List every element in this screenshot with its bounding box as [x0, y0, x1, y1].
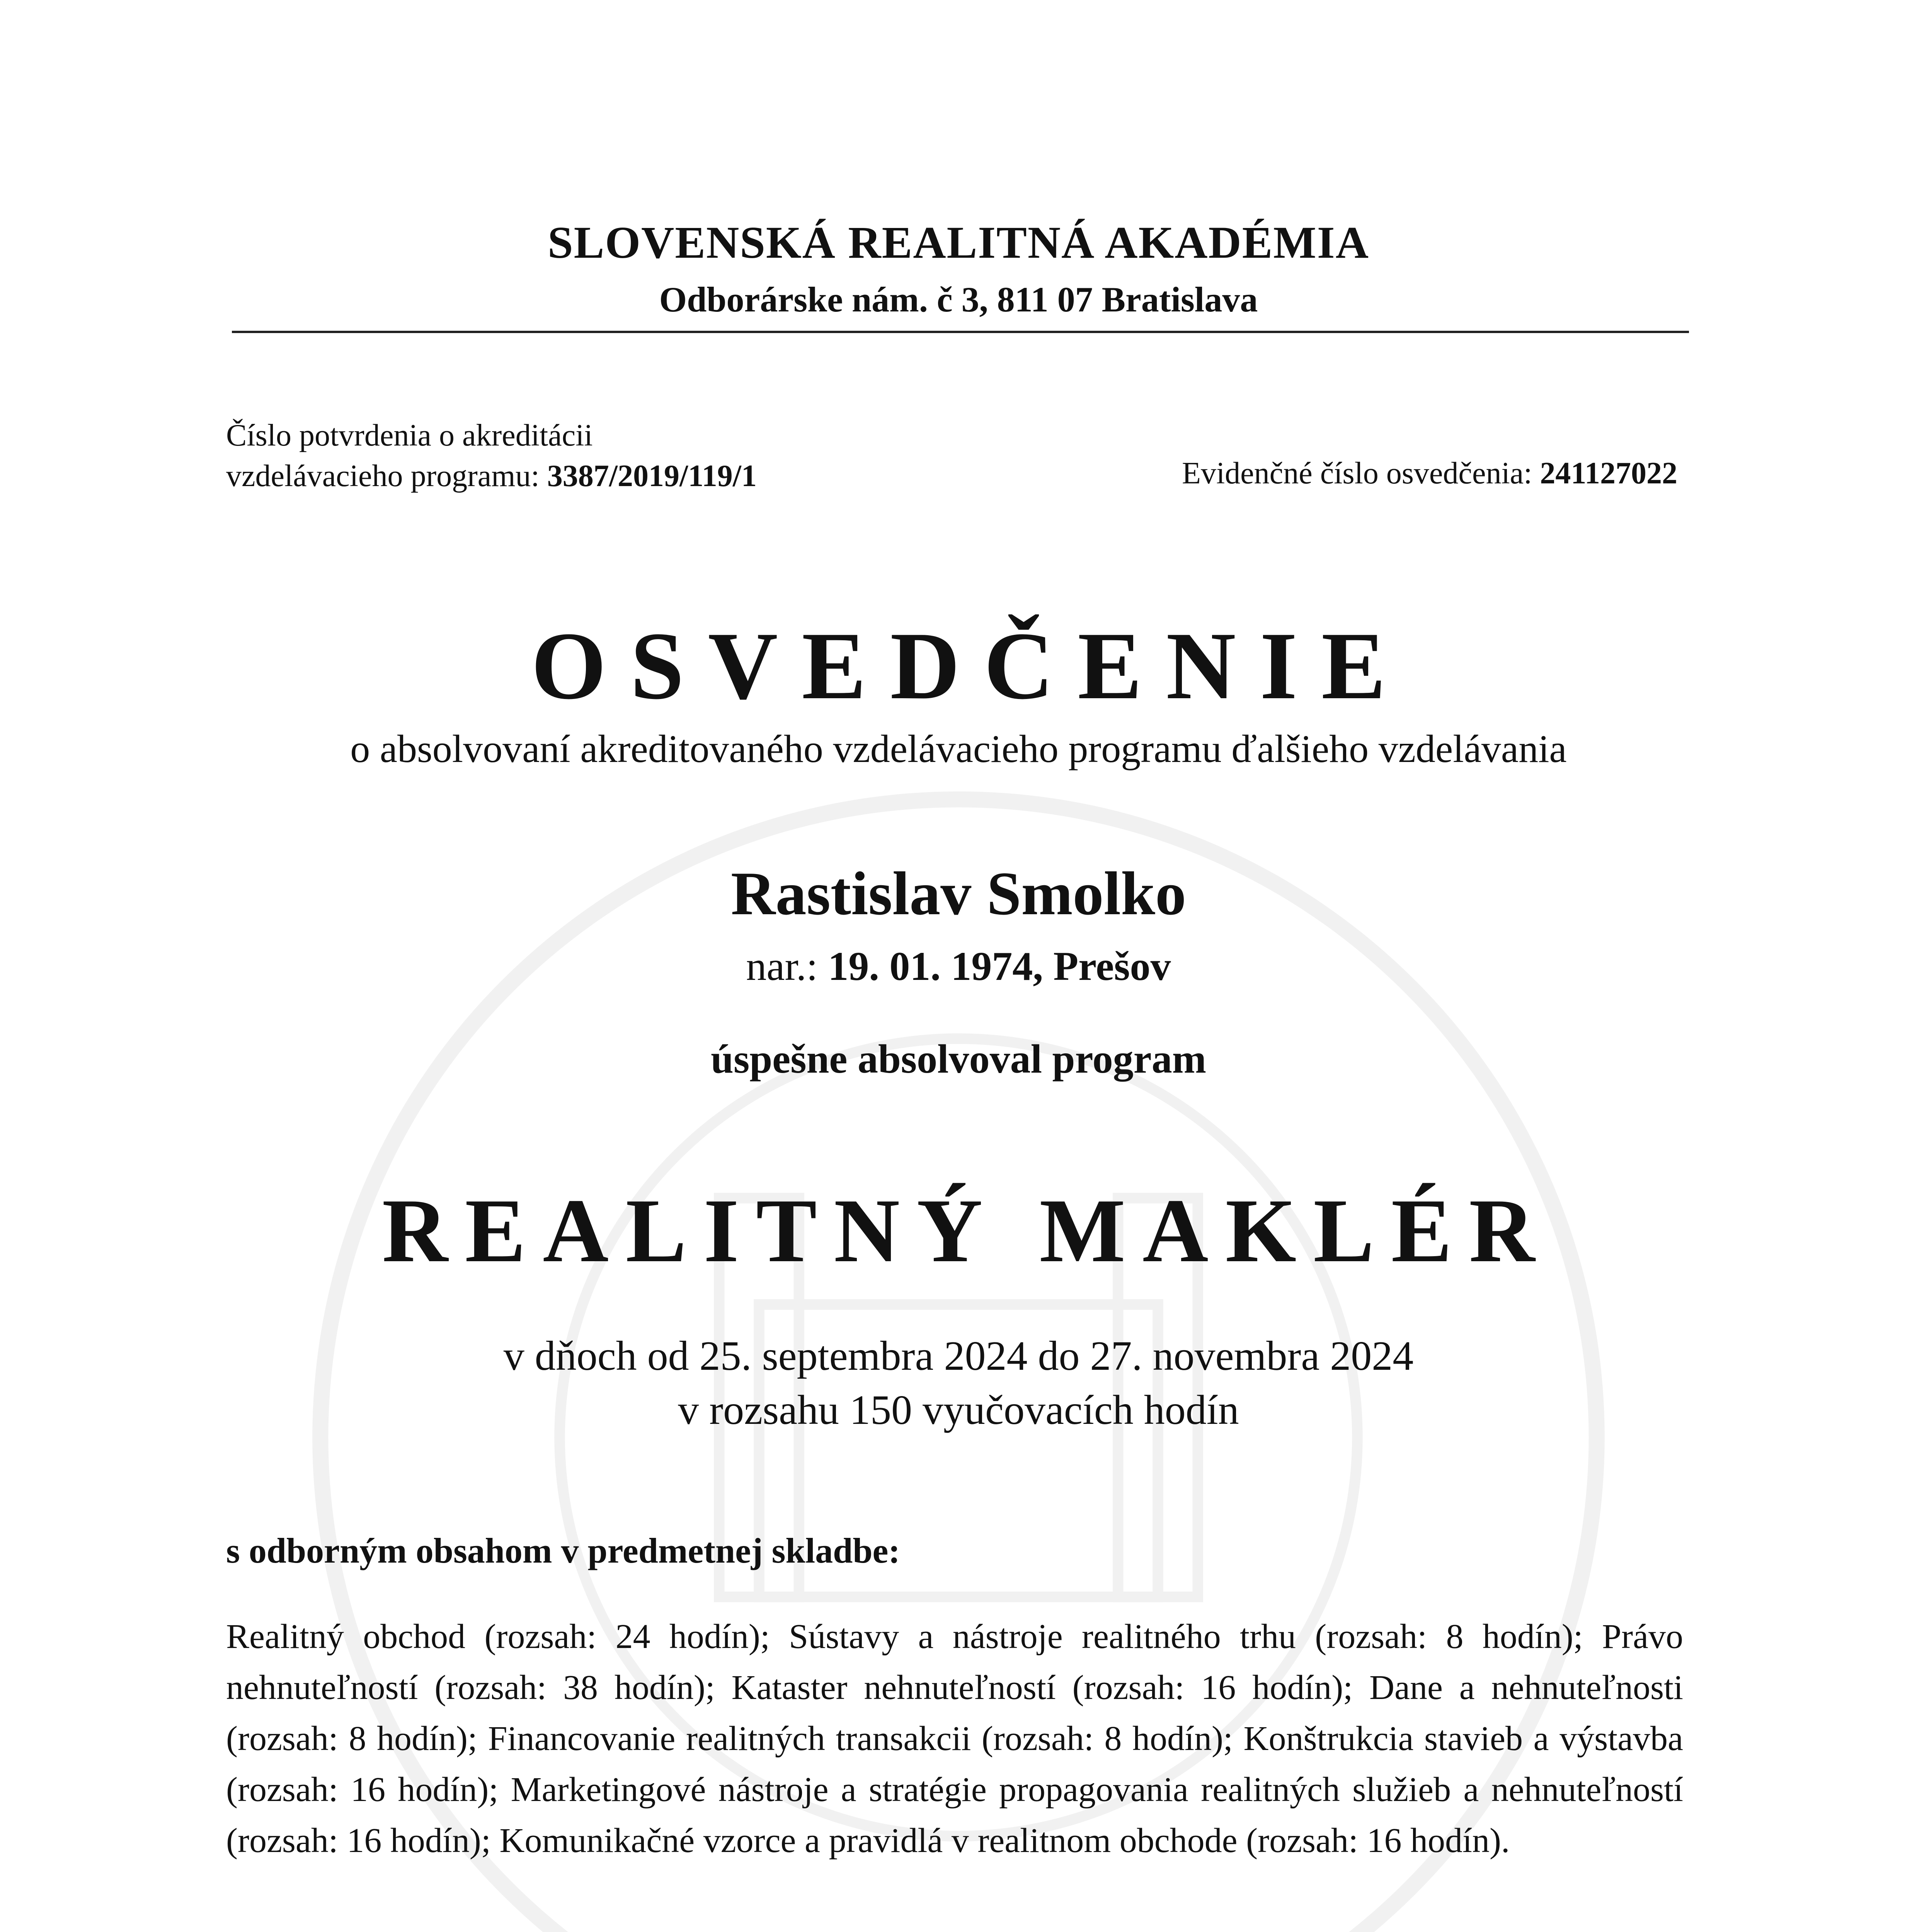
birth-info	[0, 943, 1917, 990]
program-name: REALITNÝ MAKLÉR	[382, 1180, 1552, 1281]
program-scope: v rozsahu 150 vyučovacích hodín	[678, 1387, 1239, 1433]
certificate-subtitle: o absolvovaní akreditovaného vzdelávacieho programu ďalšieho vzdelávania	[350, 727, 1567, 771]
institution-name: SLOVENSKÁ REALITNÁ AKADÉMIA	[548, 217, 1369, 268]
evidence-number-block	[1182, 456, 1677, 491]
content-heading: s odborným obsahom v predmetnej skladbe:	[226, 1531, 900, 1570]
evidence-number: 241127022	[1540, 456, 1677, 490]
birth-label: nar.:	[746, 944, 828, 989]
completion-statement: úspešne absolvoval program	[711, 1036, 1206, 1082]
program-dates: v dňoch od 25. septembra 2024 do 27. novembra 2024	[503, 1333, 1414, 1379]
accreditation-label-line2	[226, 456, 757, 497]
header-divider	[232, 331, 1689, 333]
accreditation-number: 3387/2019/119/1	[547, 459, 757, 493]
accreditation-label: vzdelávacieho programu:	[226, 459, 547, 493]
certificate-title: OSVEDČENIE	[531, 612, 1410, 719]
person-name: Rastislav Smolko	[731, 859, 1186, 928]
evidence-label: Evidenčné číslo osvedčenia:	[1182, 456, 1540, 490]
subjects-paragraph: Realitný obchod (rozsah: 24 hodín); Sústavy a nástroje realitného trhu (rozsah: 8 hodín); Právo nehnuteľností (rozsah: 38 hodín); Kataster nehnuteľností (rozsah: 16 hodín); Dane a nehnuteľnosti (rozsah: 8 hodín); Financovanie realitných transakcii (rozsah: 8 hodín); Konštrukcia stavieb a výstavba (rozsah: 16 hodín); Marketingové nástroje a stratégie propagovania realitných služieb a nehnuteľností (rozsah: 16 hodín); Komunikačné vzorce a pravidlá v realitnom obchode (rozsah: 16 hodín).	[226, 1617, 1683, 1860]
institution-address: Odborárske nám. č 3, 811 07 Bratislava	[659, 280, 1258, 319]
birth-value: 19. 01. 1974, Prešov	[828, 944, 1171, 989]
accreditation-info	[226, 415, 757, 497]
accreditation-label-line1: Číslo potvrdenia o akreditácii	[226, 418, 593, 452]
program-dates-block	[0, 1329, 1917, 1437]
